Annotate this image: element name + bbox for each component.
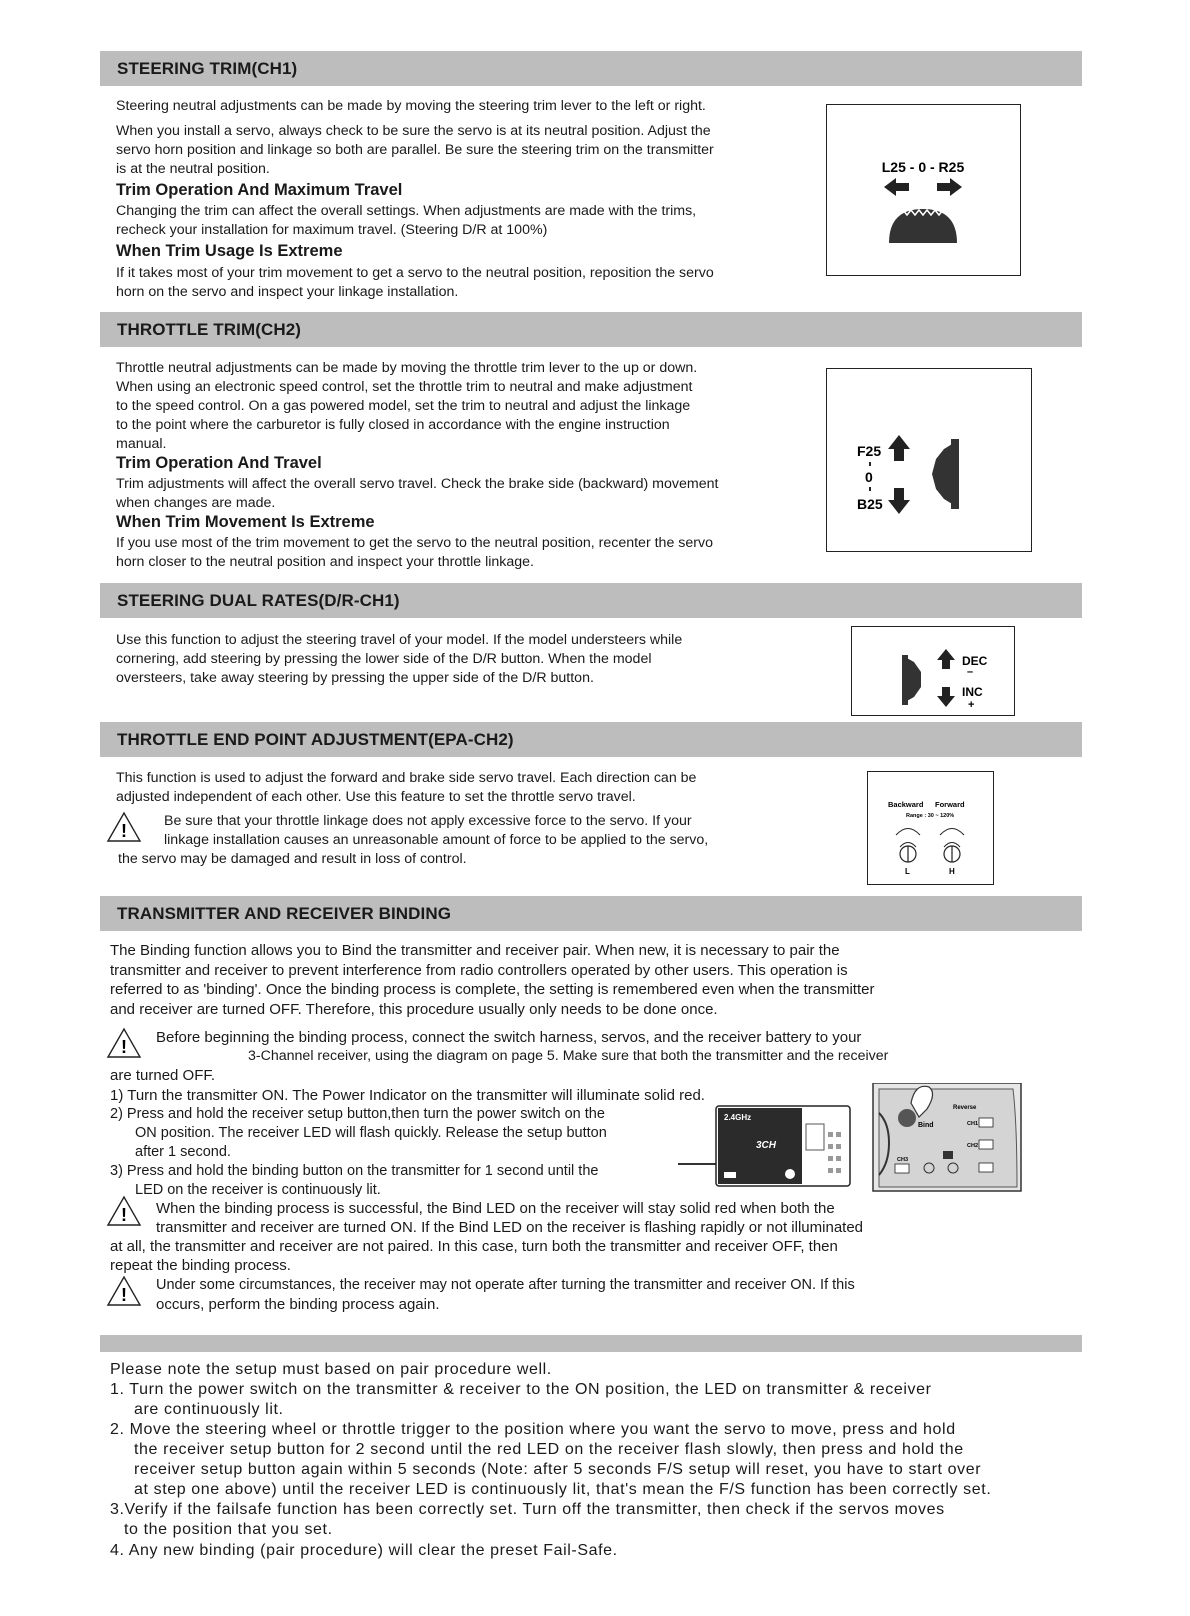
paragraph-line: is at the neutral position. xyxy=(116,161,270,177)
svg-text:!: ! xyxy=(121,1205,127,1225)
section-title: STEERING DUAL RATES(D/R-CH1) xyxy=(117,591,400,610)
figure-label-backward: Backward xyxy=(888,800,924,809)
failsafe-line: Please note the setup must based on pair procedure well. xyxy=(110,1361,552,1378)
arrow-down-icon xyxy=(937,687,955,707)
warning-line: When the binding process is successful, the Bind LED on the receiver will stay solid red when both the xyxy=(156,1200,835,1217)
arrow-right-icon xyxy=(937,178,962,196)
epa-figure xyxy=(867,771,994,885)
warning-line: are turned OFF. xyxy=(110,1067,216,1084)
warning-line: Before beginning the binding process, connect the switch harness, servos, and the receiver battery to your xyxy=(156,1029,862,1046)
failsafe-line: 1. Turn the power switch on the transmitter & receiver to the ON position, the LED on transmitter & receiver xyxy=(110,1381,932,1398)
paragraph-line: transmitter and receiver to prevent interference from radio controllers operated by other users. This operation is xyxy=(110,962,848,979)
subheading: Trim Operation And Travel xyxy=(116,454,322,472)
failsafe-line: receiver setup button again within 5 seconds (Note: after 5 seconds F/S setup will reset, you have to start over xyxy=(134,1461,982,1478)
warning-line: Be sure that your throttle linkage does not apply excessive force to the servo. If your xyxy=(164,813,692,829)
paragraph-line: If you use most of the trim movement to get the servo to the neutral position, recenter the servo xyxy=(116,535,713,551)
epa-diagram xyxy=(868,772,993,884)
subheading: When Trim Usage Is Extreme xyxy=(116,242,343,260)
paragraph-line: adjusted independent of each other. Use this feature to set the throttle servo travel. xyxy=(116,789,636,805)
step-line: 1) Turn the transmitter ON. The Power Indicator on the transmitter will illuminate solid red. xyxy=(110,1087,705,1104)
svg-text:!: ! xyxy=(121,1037,127,1057)
paragraph-line: If it takes most of your trim movement to get a servo to the neutral position, reposition the servo xyxy=(116,265,714,281)
tx-ch2-label: CH2 xyxy=(967,1143,979,1149)
tx-ch1-label: CH1 xyxy=(967,1121,979,1127)
figure-label-dec-sign: – xyxy=(967,666,974,678)
paragraph-line: when changes are made. xyxy=(116,495,276,511)
failsafe-line: at step one above) until the receiver LED is continuously lit, that's mean the F/S function has been correctly set. xyxy=(134,1481,992,1498)
figure-label-inc: INC xyxy=(962,685,983,699)
section-header-throttle-trim xyxy=(100,312,1082,347)
setup-button-icon xyxy=(785,1169,795,1179)
figure-label-range: Range : 30 ~ 120% xyxy=(906,813,955,819)
figure-label-f: F25 xyxy=(857,443,882,459)
tx-bind-label: Bind xyxy=(918,1122,934,1129)
section-header-binding xyxy=(100,896,1082,931)
section-title: THROTTLE TRIM(CH2) xyxy=(117,320,302,339)
dual-rates-diagram xyxy=(852,627,1014,715)
warning-line: transmitter and receiver are turned ON. If the Bind LED on the receiver is flashing rapidly or not illuminated xyxy=(156,1219,864,1236)
transmitter-illustration xyxy=(871,1083,1024,1193)
paragraph-line: Changing the trim can affect the overall settings. When adjustments are made with the trims, xyxy=(116,203,697,219)
throttle-trim-diagram xyxy=(827,369,1031,551)
section-title: STEERING TRIM(CH1) xyxy=(117,59,298,78)
receiver-illustration xyxy=(678,1102,853,1188)
paragraph-line: servo horn position and linkage so both are parallel. Be sure the steering trim on the transmitter xyxy=(116,142,714,158)
figure-label-b: B25 xyxy=(857,496,883,512)
section-title: TRANSMITTER AND RECEIVER BINDING xyxy=(117,904,452,923)
steering-trim-figure xyxy=(826,104,1021,276)
step-line: LED on the receiver is continuously lit. xyxy=(135,1182,381,1198)
section-header-failsafe xyxy=(100,1335,1082,1352)
step-line: ON position. The receiver LED will flash quickly. Release the setup button xyxy=(135,1125,607,1141)
subheading: When Trim Movement Is Extreme xyxy=(116,513,375,531)
subheading: Trim Operation And Maximum Travel xyxy=(116,181,403,199)
warning-icon xyxy=(106,811,142,843)
paragraph-line: manual. xyxy=(116,436,167,452)
paragraph-line: Trim adjustments will affect the overall servo travel. Check the brake side (backward) movement xyxy=(116,476,719,492)
figure-label-zero: 0 xyxy=(865,469,873,485)
paragraph-line: When using an electronic speed control, set the throttle trim to neutral and make adjustment xyxy=(116,379,693,395)
receiver-diagram xyxy=(678,1102,853,1188)
paragraph-line: to the speed control. On a gas powered model, set the trim to neutral and adjust the linkage xyxy=(116,398,691,414)
tx-ch3-label: CH3 xyxy=(897,1157,909,1163)
failsafe-line: the receiver setup button for 2 second until the red LED on the receiver flash slowly, then press and hold the xyxy=(134,1441,964,1458)
warning-icon xyxy=(106,1275,142,1307)
svg-text:!: ! xyxy=(121,1285,127,1305)
steering-trim-diagram xyxy=(827,105,1020,275)
figure-label-l: L xyxy=(905,867,910,876)
figure-label: L25 - 0 - R25 xyxy=(881,159,965,175)
rx-band-label: 2.4GHz xyxy=(724,1113,752,1122)
warning-line: occurs, perform the binding process again. xyxy=(156,1296,440,1313)
warning-line: at all, the transmitter and receiver are not paired. In this case, turn both the transmitter and receiver OFF, then xyxy=(110,1238,838,1255)
failsafe-line: 4. Any new binding (pair procedure) will clear the preset Fail-Safe. xyxy=(110,1542,618,1559)
section-header-epa xyxy=(100,722,1082,757)
warning-line: 3-Channel receiver, using the diagram on page 5. Make sure that both the transmitter and the receiver xyxy=(248,1048,889,1064)
figure-label-forward: Forward xyxy=(935,800,965,809)
warning-line: linkage installation causes an unreasonable amount of force to be applied to the servo, xyxy=(164,832,709,848)
step-line: after 1 second. xyxy=(135,1144,231,1160)
figure-label-h: H xyxy=(949,867,955,876)
figure-label-dec: DEC xyxy=(962,654,988,668)
paragraph-line: The Binding function allows you to Bind the transmitter and receiver pair. When new, it is necessary to pair the xyxy=(110,942,840,959)
paragraph-line: recheck your installation for maximum travel. (Steering D/R at 100%) xyxy=(116,222,548,238)
paragraph-line: oversteers, take away steering by pressing the upper side of the D/R button. xyxy=(116,670,594,686)
paragraph-line: to the point where the carburetor is fully closed in accordance with the engine instruction xyxy=(116,417,670,433)
transmitter-diagram xyxy=(871,1083,1024,1193)
paragraph-line: horn closer to the neutral position and inspect your throttle linkage. xyxy=(116,554,534,570)
bind-button-icon xyxy=(898,1109,916,1127)
paragraph-line: When you install a servo, always check to be sure the servo is at its neutral position. Adjust the xyxy=(116,123,711,139)
failsafe-line: 3.Verify if the failsafe function has been correctly set. Turn off the transmitter, then check if the servos moves xyxy=(110,1501,945,1518)
step-line: 2) Press and hold the receiver setup button,then turn the power switch on the xyxy=(110,1106,605,1122)
paragraph-line: cornering, add steering by pressing the lower side of the D/R button. When the model xyxy=(116,651,652,667)
warning-line: repeat the binding process. xyxy=(110,1257,291,1274)
paragraph-line: Throttle neutral adjustments can be made by moving the throttle trim lever to the up or down. xyxy=(116,360,698,376)
step-line: 3) Press and hold the binding button on the transmitter for 1 second until the xyxy=(110,1163,599,1179)
failsafe-line: to the position that you set. xyxy=(124,1521,333,1538)
figure-label-inc-sign: + xyxy=(968,699,975,711)
paragraph-line: Steering neutral adjustments can be made by moving the steering trim lever to the left or right. xyxy=(116,98,706,114)
arrow-down-icon xyxy=(888,488,910,514)
tx-reverse-label: Reverse xyxy=(953,1105,977,1111)
section-title: THROTTLE END POINT ADJUSTMENT(EPA-CH2) xyxy=(117,730,514,749)
paragraph-line: horn on the servo and inspect your linkage installation. xyxy=(116,284,459,300)
arrow-up-icon xyxy=(937,649,955,669)
failsafe-line: are continuously lit. xyxy=(134,1401,284,1418)
throttle-trim-figure xyxy=(826,368,1032,552)
warning-icon xyxy=(106,1027,142,1059)
warning-icon xyxy=(106,1195,142,1227)
failsafe-line: 2. Move the steering wheel or throttle trigger to the position where you want the servo to move, press and hold xyxy=(110,1421,956,1438)
arrow-up-icon xyxy=(888,435,910,461)
dual-rates-figure xyxy=(851,626,1015,716)
warning-line: Under some circumstances, the receiver may not operate after turning the transmitter and receiver ON. If this xyxy=(156,1277,855,1293)
warning-line: the servo may be damaged and result in loss of control. xyxy=(118,851,467,867)
paragraph-line: referred to as 'binding'. Once the binding process is complete, the setting is remembered even when the transmitter xyxy=(110,981,875,998)
svg-text:!: ! xyxy=(121,821,127,841)
paragraph-line: Use this function to adjust the steering travel of your model. If the model understeers while xyxy=(116,632,683,648)
section-header-dual-rates xyxy=(100,583,1082,618)
section-header-steering-trim xyxy=(100,51,1082,86)
arrow-left-icon xyxy=(884,178,909,196)
paragraph-line: and receiver are turned OFF. Therefore, this procedure usually only needs to be done once. xyxy=(110,1001,718,1018)
paragraph-line: This function is used to adjust the forward and brake side servo travel. Each direction can be xyxy=(116,770,697,786)
rx-ch-label: 3CH xyxy=(756,1140,777,1151)
